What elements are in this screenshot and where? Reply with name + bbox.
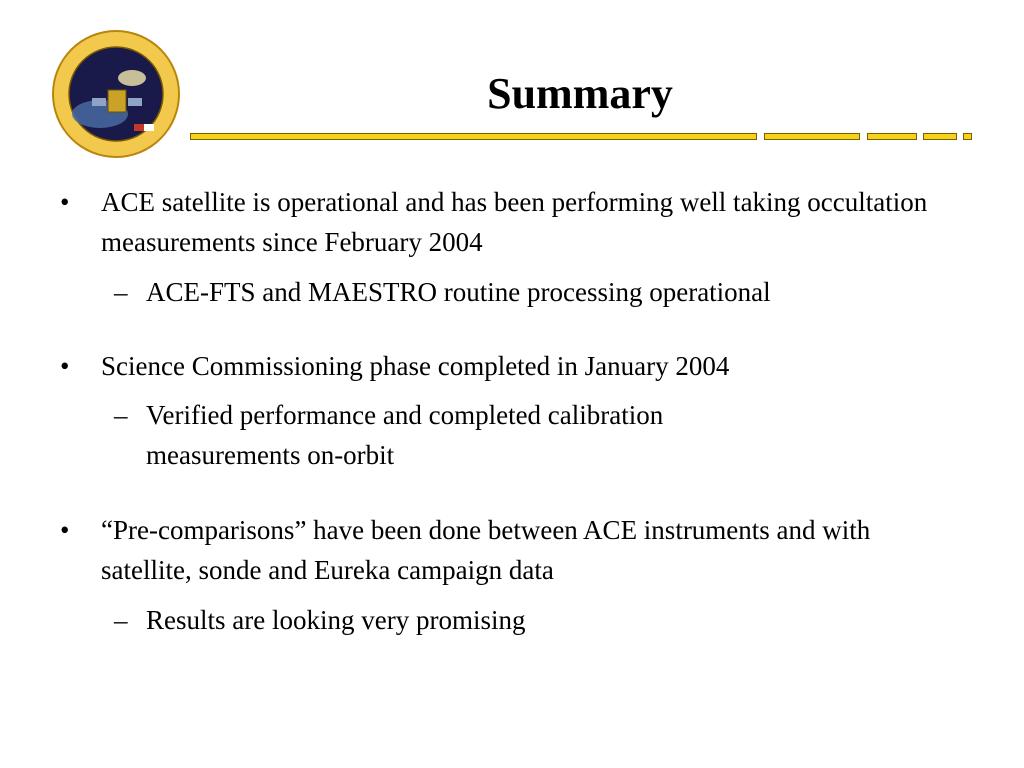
title-underline-dash — [764, 133, 860, 140]
slide-title: Summary — [487, 69, 673, 118]
title-underline-dash — [923, 133, 957, 140]
bullet-item — [60, 510, 960, 590]
bullet-mark: • — [60, 515, 70, 545]
sub-bullet-item — [114, 600, 974, 640]
sub-bullet-mark: – — [114, 400, 128, 430]
sub-bullet-item — [114, 395, 814, 475]
bullet-item — [60, 182, 960, 262]
title-underline-dash — [963, 133, 972, 140]
sub-bullet-mark: – — [114, 605, 128, 635]
bullet-text: ACE satellite is operational and has been performing well taking occultation measurements since February 2004 — [101, 187, 928, 257]
scisat-ace-logo — [50, 28, 182, 160]
bullet-item — [60, 346, 960, 386]
bullet-text: “Pre-comparisons” have been done between ACE instruments and with satellite, sonde and Eureka campaign data — [101, 515, 871, 585]
bullet-mark: • — [60, 351, 70, 381]
sub-bullet-item — [114, 272, 974, 312]
sub-bullet-text: ACE-FTS and MAESTRO routine processing operational — [146, 277, 771, 307]
sub-bullet-text: Results are looking very promising — [146, 605, 526, 635]
title-underline-dash — [867, 133, 917, 140]
bullet-text: Science Commissioning phase completed in January 2004 — [101, 351, 730, 381]
bullet-mark: • — [60, 187, 70, 217]
title-underline-bar — [190, 133, 757, 140]
sub-bullet-text: Verified performance and completed calibration measurements on-orbit — [146, 400, 664, 470]
sub-bullet-mark: – — [114, 277, 128, 307]
scisat-ace-logo-image — [50, 28, 182, 160]
